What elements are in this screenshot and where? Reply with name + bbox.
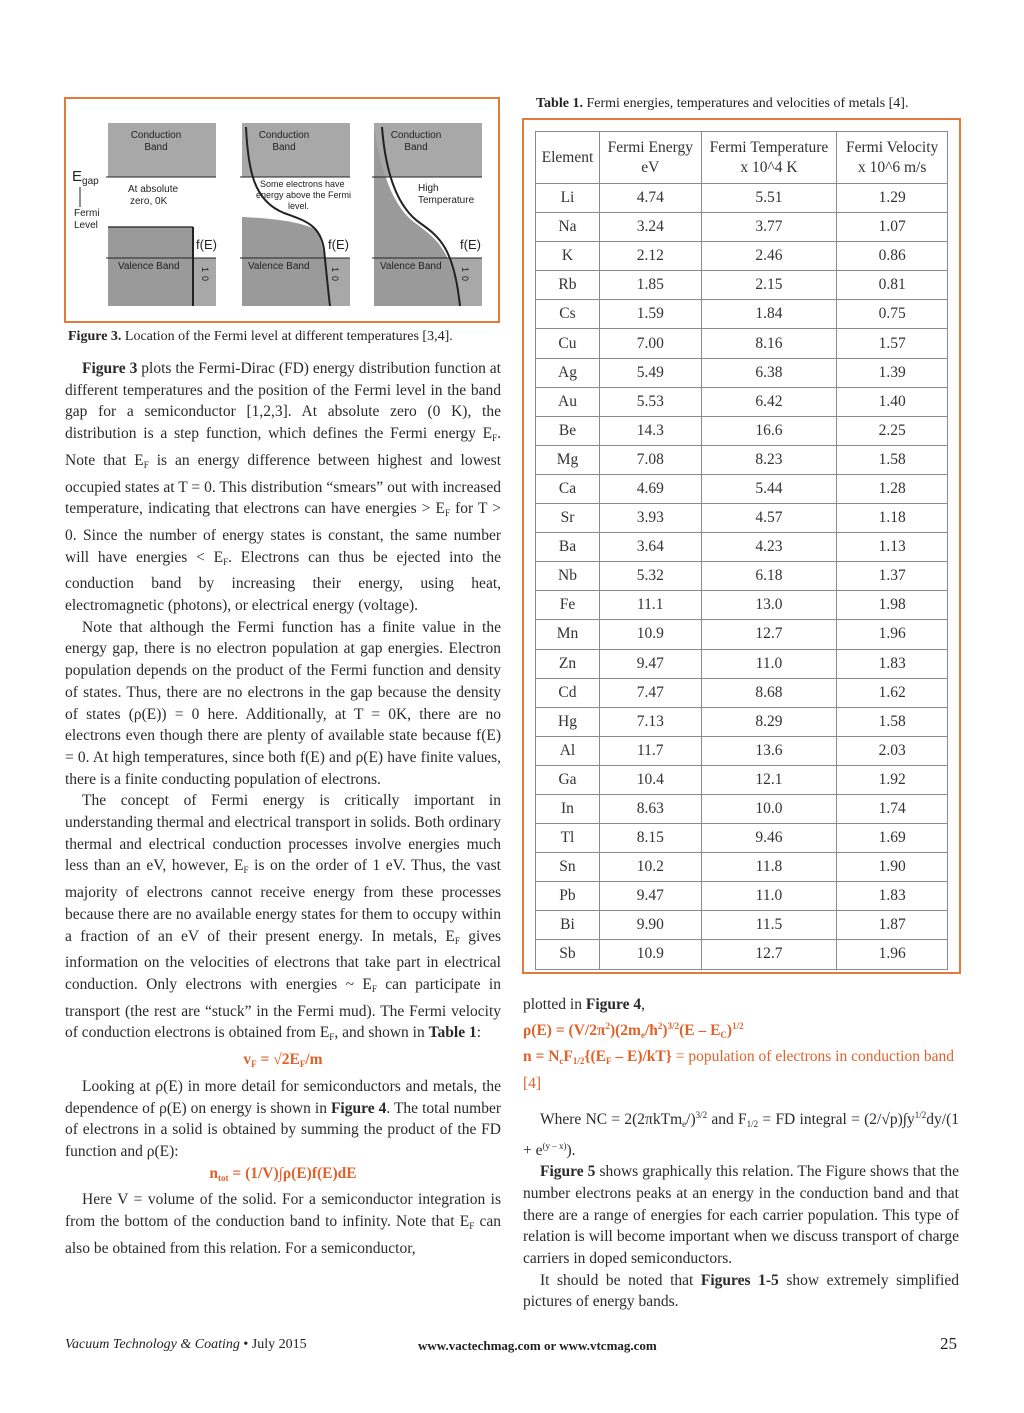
panel2-note3: level. [288,201,310,211]
panel3-note: High [418,183,439,194]
table-cell: 1.58 [837,707,948,736]
table-cell: 6.18 [701,562,837,591]
table-cell: 1.96 [837,620,948,649]
footer-journal: Vacuum Technology & Coating • July 2015 [65,1337,307,1352]
footer-urls: www.vactechmag.com or www.vtcmag.com [418,1338,657,1353]
table-cell: Fe [536,591,600,620]
table-cell: 2.46 [701,242,837,271]
panel1-conduction-label2: Band [144,142,168,153]
table-cell: 9.47 [599,649,701,678]
table-row [536,794,948,823]
table-cell: 8.29 [701,707,837,736]
table-cell: Ca [536,474,600,503]
paragraph: Here V = volume of the solid. For a semiconductor integration is from the bottom of the conduction band to infinity. Note that $E_F$ can also be obtained from this relation. For a semiconductor, [65,1191,501,1257]
table-cell: Na [536,213,600,242]
table-row [536,271,948,300]
figure-3-caption-label: Figure 3. [68,329,122,344]
panel2-conduction-label: Conduction [258,130,310,141]
table-row [536,736,948,765]
panel1-conduction-label: Conduction [130,130,182,141]
paragraph: The concept of Fermi energy is critically important in understanding thermal and electrical transport in solids. Both ordinary thermal and electrical conduction processes involve energies much less than an eV, however, $E_F$ is on the order of 1 eV. Thus, the vast majority of electrons cannot receive energy from these processes because there are no available energy states for them to occupy within a fraction of an eV of their present energy. In metals, $E_F$ gives information on the velocities of electrons that take part in electrical conduction. Only electrons with energies ~ $E_F$ can participate in transport (the rest are “stuck” in the Fermi mud). The Fermi velocity of conduction electrons is obtained from $E_F$, and shown in Table 1: [65,792,501,1043]
table-cell: 0.81 [837,271,948,300]
table-row [536,824,948,853]
panel2-note2: energy above the Fermi [256,190,352,200]
table-row [536,300,948,329]
egap-label: $E_{gap}$ [72,168,99,187]
table-cell: 11.5 [701,911,837,940]
density-of-states-equation: $\rho(E) = (V/2\pi^2)(2m_e/ħ^2)^{3/2}(E - E_C)^{1/2}$ [523,1020,744,1040]
paragraph: It should be noted that Figures 1-5 show extremely simplified pictures of energy bands. [523,1271,959,1311]
table-row [536,649,948,678]
panel2-axis-one: 10 [330,267,340,282]
table-cell: 1.98 [837,591,948,620]
figure-3-caption [68,329,508,345]
table-row [536,329,948,358]
table-cell: 8.68 [701,678,837,707]
table-row [536,213,948,242]
paragraph: Where NC = $2(2\pi kTm_e/)^{3/2}$ and $F_{1/2}$ = FD integral = $(2/√p)\int y^{1/2}dy/(1 + e^{(y - x)})$. [523,1109,959,1159]
table-cell: 0.75 [837,300,948,329]
panel2-conduction-label2: Band [272,142,296,153]
table-cell: 12.7 [701,620,837,649]
table-cell: 4.74 [599,184,701,213]
table-cell: 1.69 [837,824,948,853]
table-row [536,853,948,882]
table-cell: Pb [536,882,600,911]
table-cell: 1.62 [837,678,948,707]
panel2-note: Some electrons have [260,179,345,189]
table-cell: 8.16 [701,329,837,358]
table-cell: 1.96 [837,940,948,969]
table-cell: 9.90 [599,911,701,940]
panel3-axis-one: 10 [460,267,470,282]
table-cell: 3.77 [701,213,837,242]
table-cell: 5.51 [701,184,837,213]
table-cell: 1.83 [837,882,948,911]
table-cell: 6.42 [701,387,837,416]
table-row [536,358,948,387]
table-cell: 0.86 [837,242,948,271]
panel1-note2: zero, 0K [130,196,168,207]
table-cell: 1.59 [599,300,701,329]
table-cell: 1.29 [837,184,948,213]
table-cell: 4.23 [701,533,837,562]
fermi-properties-table [535,131,948,970]
table-cell: 2.12 [599,242,701,271]
table-cell: 2.03 [837,736,948,765]
table-row [536,620,948,649]
table-cell: 5.53 [599,387,701,416]
page-number: 25 [940,1334,957,1353]
table-cell: 10.4 [599,765,701,794]
table-row [536,940,948,969]
table-row [536,474,948,503]
left-text-column [65,358,501,1259]
table-cell: 11.0 [701,649,837,678]
table-cell: 7.13 [599,707,701,736]
panel2-valence-label: Valence Band [248,261,310,272]
table-cell: 1.87 [837,911,948,940]
header-element: Element [536,132,600,184]
table-cell: Sn [536,853,600,882]
table-cell: Cu [536,329,600,358]
panel1-note: At absolute [128,184,179,195]
table-cell: 7.08 [599,445,701,474]
table-row [536,882,948,911]
table-cell: Hg [536,707,600,736]
table-cell: 10.2 [599,853,701,882]
table-cell: Tl [536,824,600,853]
panel1-valence-label: Valence Band [118,261,180,272]
table-cell: 7.00 [599,329,701,358]
table-row [536,707,948,736]
table-cell: In [536,794,600,823]
table-row [536,184,948,213]
table-cell: 10.9 [599,940,701,969]
table-row [536,445,948,474]
table-cell: Li [536,184,600,213]
panel3-conduction-label: Conduction [390,130,442,141]
header-fermi-energy: Fermi Energy eV [599,132,701,184]
table-cell: 1.28 [837,474,948,503]
paragraph: Figure 5 shows graphically this relation. The Figure shows that the number electrons peaks at an energy in the conduction band and that there are a range of energies for each carrier population. This type of relation is will become important when we discuss transport of charge carriers in doped semiconductors. [523,1163,959,1268]
table-cell: 1.92 [837,765,948,794]
table-cell: 1.07 [837,213,948,242]
table-cell: 8.63 [599,794,701,823]
table-cell: 13.6 [701,736,837,765]
table-cell: Cd [536,678,600,707]
table-cell: 4.69 [599,474,701,503]
fermi-level-label: Fermi [74,208,100,219]
table-cell: Ag [536,358,600,387]
table-cell: Mn [536,620,600,649]
table-cell: 1.74 [837,794,948,823]
table-cell: Mg [536,445,600,474]
table-row [536,242,948,271]
table-header-row [536,132,948,184]
fermi-level-diagram [66,99,502,325]
table-row [536,416,948,445]
table-cell: Al [536,736,600,765]
panel3-valence-label: Valence Band [380,261,442,272]
table-cell: 1.40 [837,387,948,416]
panel3-fe-label: f(E) [460,237,481,252]
table-row [536,765,948,794]
fermi-level-label2: Level [74,220,98,231]
right-text-column [523,994,959,1313]
table-row [536,562,948,591]
table-cell: 5.32 [599,562,701,591]
header-fermi-velocity: Fermi Velocity x 10^6 m/s [837,132,948,184]
table-cell: 1.57 [837,329,948,358]
table-cell: 4.57 [701,504,837,533]
table-cell: 1.18 [837,504,948,533]
table-cell: 1.85 [599,271,701,300]
table-body [536,184,948,970]
panel1-fe-label: f(E) [196,237,217,252]
table-cell: 7.47 [599,678,701,707]
table-cell: Au [536,387,600,416]
table-cell: 14.3 [599,416,701,445]
panel1-axis-one: 10 [200,267,210,282]
table-cell: 9.47 [599,882,701,911]
table-1-caption-label: Table 1. [536,96,583,111]
table-cell: Nb [536,562,600,591]
table-cell: 1.13 [837,533,948,562]
table-cell: Be [536,416,600,445]
fermi-velocity-equation: $v_F = √2E_F/m$ [243,1051,323,1070]
table-row [536,911,948,940]
figure-3 [64,97,500,323]
table-cell: 11.1 [599,591,701,620]
table-row [536,387,948,416]
paragraph: plotted in Figure 4, [523,996,645,1013]
table-cell: 3.24 [599,213,701,242]
panel3-note2: Temperature [418,195,475,206]
table-row [536,533,948,562]
table-1-caption-text: Fermi energies, temperatures and velocities of metals [4]. [582,96,909,111]
table-cell: Sr [536,504,600,533]
table-cell: 2.15 [701,271,837,300]
table-cell: Zn [536,649,600,678]
electron-population-equation: $n = N_cF_{1/2}\{(E_F - E)/kT\}$ = population of electrons in conduction band [4] [523,1048,954,1093]
table-cell: 8.15 [599,824,701,853]
table-cell: 1.39 [837,358,948,387]
table-row [536,504,948,533]
table-cell: 2.25 [837,416,948,445]
table-cell: 6.38 [701,358,837,387]
table-cell: 1.37 [837,562,948,591]
table-cell: 9.46 [701,824,837,853]
table-cell: 1.84 [701,300,837,329]
table-1-caption [536,96,976,112]
table-cell: 11.7 [599,736,701,765]
table-cell: Cs [536,300,600,329]
table-cell: 12.1 [701,765,837,794]
table-cell: Ga [536,765,600,794]
panel2-fe-label: f(E) [328,237,349,252]
table-cell: 1.58 [837,445,948,474]
figure-3-caption-text: Location of the Fermi level at different temperatures [3,4]. [121,329,453,344]
table-cell: 1.83 [837,649,948,678]
table-cell: 13.0 [701,591,837,620]
table-row [536,678,948,707]
table-cell: 16.6 [701,416,837,445]
table-cell: K [536,242,600,271]
table-cell: 12.7 [701,940,837,969]
paragraph: Looking at ρ(E) in more detail for semiconductors and metals, the dependence of ρ(E) on energy is shown in Figure 4. The total number of electrons in a solid is obtained by summing the product of the FD function and ρ(E): [65,1077,501,1160]
panel3-conduction-label2: Band [404,142,428,153]
table-cell: Sb [536,940,600,969]
table-cell: 10.9 [599,620,701,649]
table-cell: 5.49 [599,358,701,387]
table-cell: 11.0 [701,882,837,911]
electron-count-equation: $n_{tot} = (1/V)\int\rho(E)f(E)dE$ [209,1164,357,1183]
table-row [536,591,948,620]
paragraph: Note that although the Fermi function has a finite value in the energy gap, there is no electron population at gap energies. Electron population depends on the product of the Fermi function and density of states. Thus, there are no electrons in the gap because the density of states (ρ(E)) = 0 here. Additionally, at T = 0K, there are no electrons even though there are plenty of available state because f(E) = 0. At high temperatures, since both f(E) and ρ(E) have finite values, there is a finite conducting population of electrons. [65,618,501,788]
table-cell: 10.0 [701,794,837,823]
table-cell: 5.44 [701,474,837,503]
table-cell: 1.90 [837,853,948,882]
paragraph: Figure 3 plots the Fermi-Dirac (FD) energy distribution function at different temperatures and the position of the Fermi level in the band gap for a semiconductor [1,2,3]. At absolute zero (0 K), the distribution is a step function, which defines the Fermi energy $E_F$. Note that $E_F$ is an energy difference between highest and lowest occupied states at T = 0. This distribution “smears” out with increased temperature, indicating that electrons can have energies > $E_F$ for T > 0. Since the number of energy states is constant, the same number will have energies < $E_F$. Electrons can thus be ejected into the conduction band by increasing their energy, using heat, electromagnetic (photons), or electrical energy (voltage). [65,360,502,615]
table-cell: 8.23 [701,445,837,474]
table-cell: 11.8 [701,853,837,882]
table-cell: Bi [536,911,600,940]
table-cell: Ba [536,533,600,562]
table-cell: 3.64 [599,533,701,562]
table-cell: Rb [536,271,600,300]
header-fermi-temperature: Fermi Temperature x 10^4 K [701,132,837,184]
table-cell: 3.93 [599,504,701,533]
